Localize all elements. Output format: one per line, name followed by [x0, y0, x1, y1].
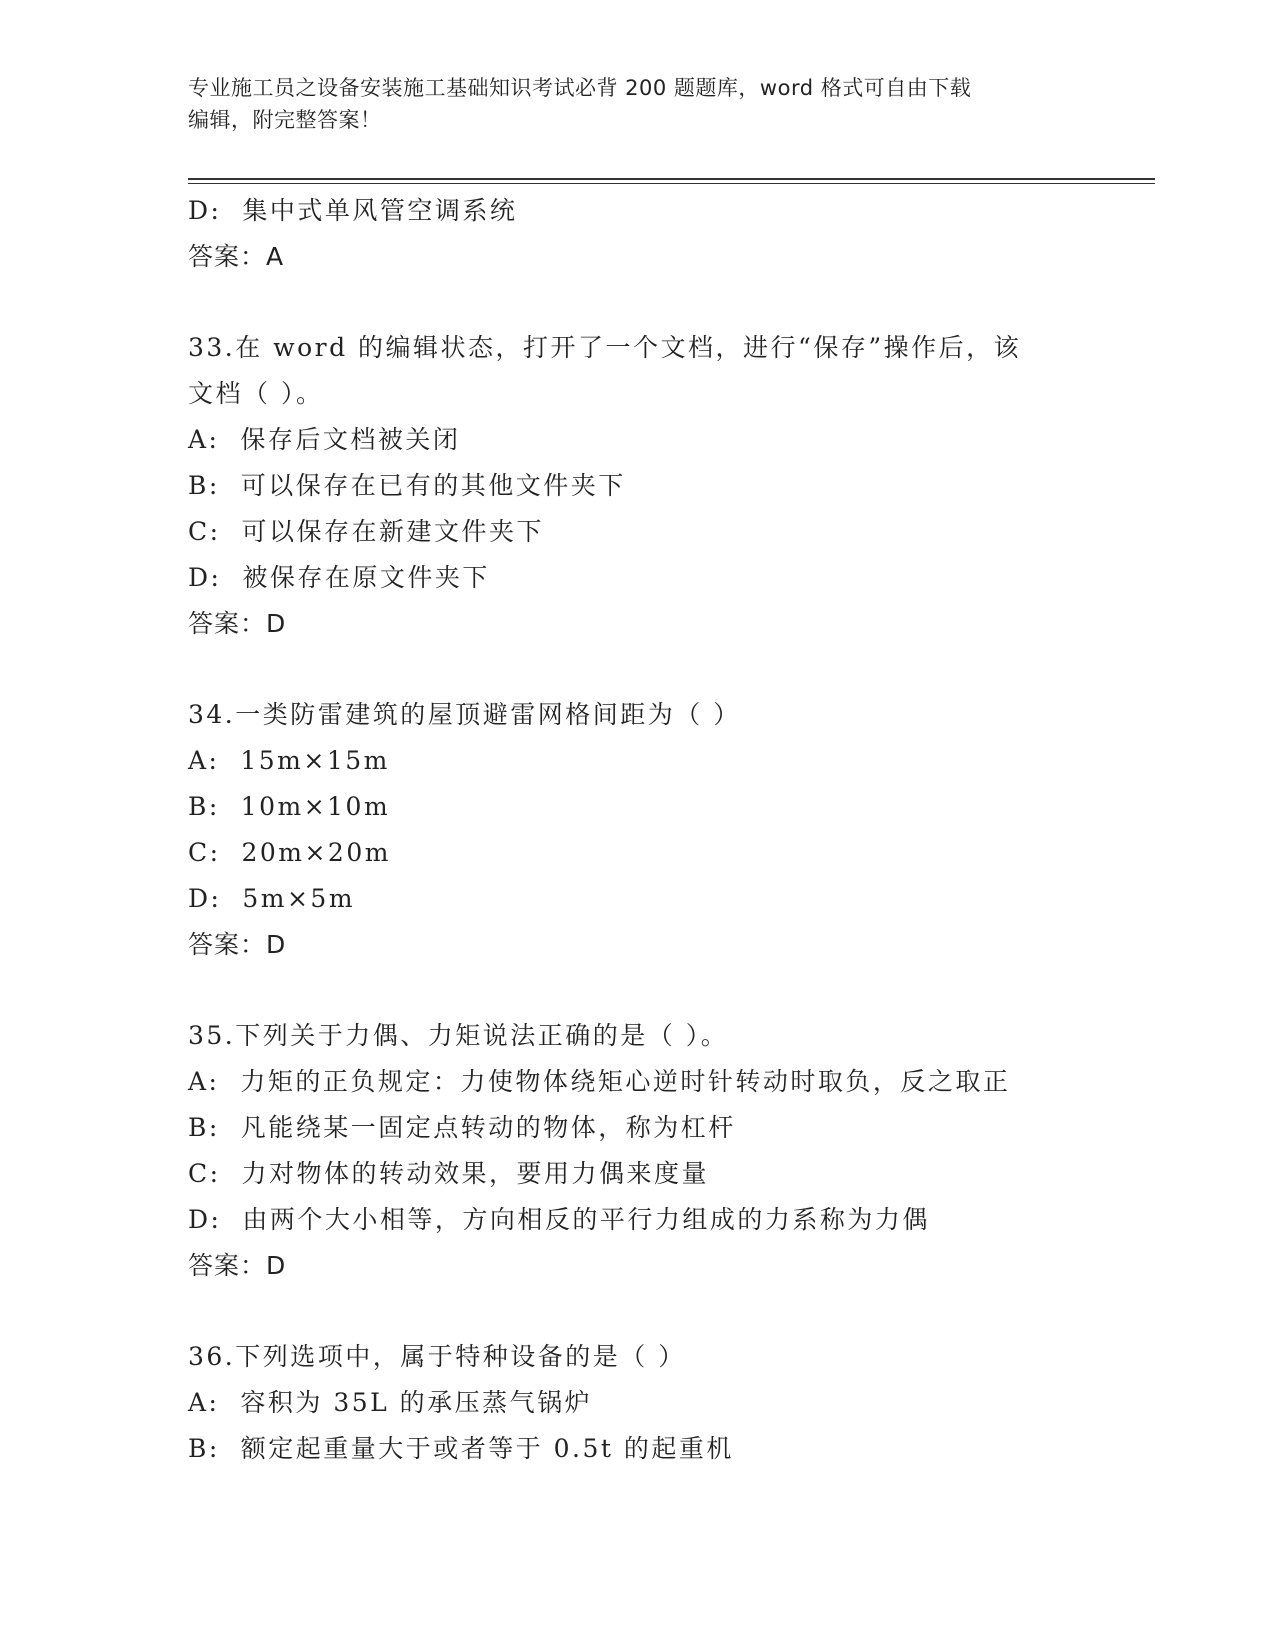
document-header [188, 72, 1088, 136]
answer-line: 答案：D [188, 930, 287, 959]
header-line-2: 编辑，附完整答案！ [188, 108, 382, 132]
spacer [188, 1289, 1088, 1334]
option-a: A: 保存后文档被关闭 [188, 425, 461, 454]
question-stem: 36.下列选项中，属于特种设备的是（ ） [188, 1342, 686, 1371]
header-rule-thick [188, 178, 1155, 180]
answer-line: 答案：D [188, 609, 287, 638]
previous-question-tail [188, 188, 1088, 280]
document-body [188, 188, 1088, 1472]
option-b: B: 10m×10m [188, 792, 391, 821]
option-d: D: 集中式单风管空调系统 [188, 196, 518, 225]
question-stem-continued: 文档（ ）。 [188, 379, 324, 408]
spacer [188, 280, 1088, 325]
question-33 [188, 325, 1088, 647]
option-d: D: 被保存在原文件夹下 [188, 563, 490, 592]
question-34 [188, 692, 1088, 968]
question-stem: 34.一类防雷建筑的屋顶避雷网格间距为（ ） [188, 700, 741, 729]
option-a: A: 容积为 35L 的承压蒸气锅炉 [188, 1388, 593, 1417]
option-a: A: 15m×15m [188, 746, 390, 775]
option-a: A: 力矩的正负规定：力使物体绕矩心逆时针转动时取负，反之取正 [188, 1067, 1011, 1096]
option-c: C: 可以保存在新建文件夹下 [188, 517, 544, 546]
header-line-1: 专业施工员之设备安装施工基础知识考试必背 200 题题库，word 格式可自由下载 [188, 76, 972, 100]
question-stem: 33.在 word 的编辑状态，打开了一个文档，进行“保存”操作后，该 [188, 333, 1022, 362]
spacer [188, 968, 1088, 1013]
option-b: B: 凡能绕某一固定点转动的物体，称为杠杆 [188, 1113, 736, 1142]
option-d: D: 5m×5m [188, 884, 356, 913]
option-c: C: 20m×20m [188, 838, 391, 867]
option-c: C: 力对物体的转动效果，要用力偶来度量 [188, 1159, 709, 1188]
answer-line: 答案：D [188, 1251, 287, 1280]
option-b: B: 可以保存在已有的其他文件夹下 [188, 471, 626, 500]
header-rule-thin [188, 183, 1155, 184]
spacer [188, 647, 1088, 692]
question-stem: 35.下列关于力偶、力矩说法正确的是（ ）。 [188, 1021, 729, 1050]
question-36 [188, 1334, 1088, 1472]
answer-line: 答案：A [188, 242, 285, 271]
question-35 [188, 1013, 1088, 1289]
option-b: B: 额定起重量大于或者等于 0.5t 的起重机 [188, 1434, 734, 1463]
option-d: D: 由两个大小相等，方向相反的平行力组成的力系称为力偶 [188, 1205, 930, 1234]
